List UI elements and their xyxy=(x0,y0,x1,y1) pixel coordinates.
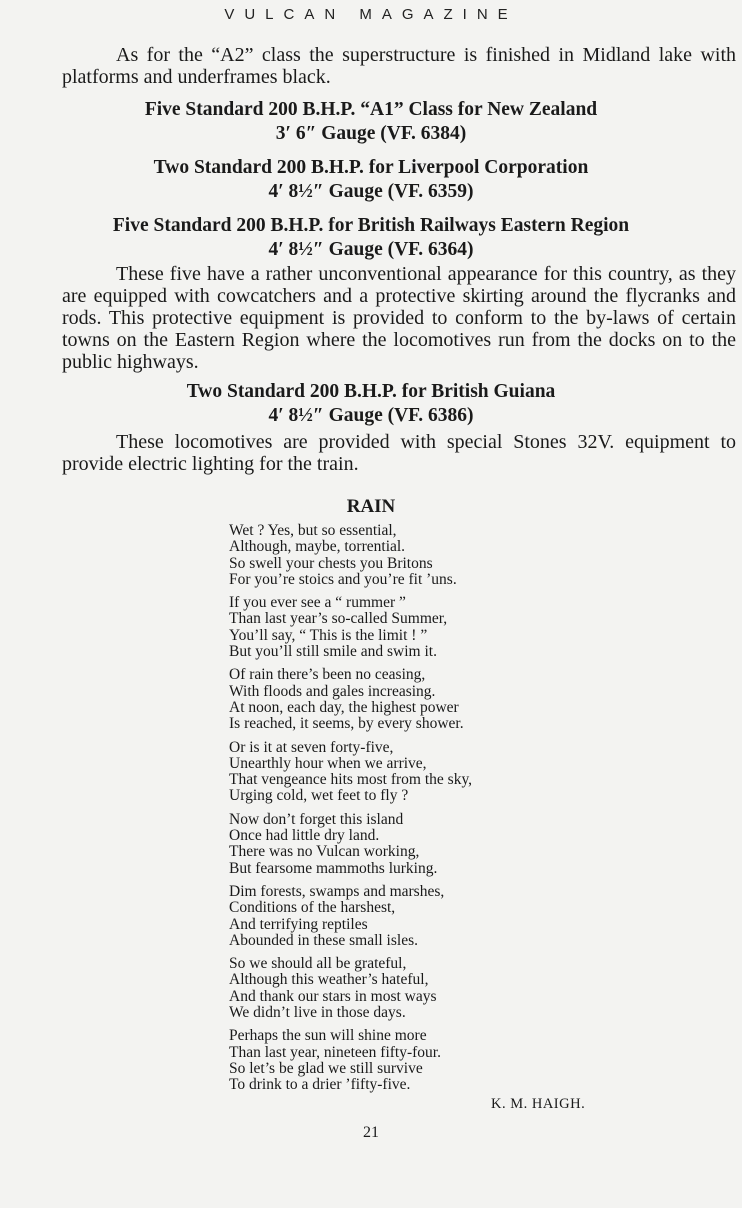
poem-line: Than last year, nineteen fifty-four. xyxy=(229,1043,441,1061)
poem-line: Abounded in these small isles. xyxy=(229,931,418,949)
poem-line: Than last year’s so-called Summer, xyxy=(229,610,448,628)
poem-line: So swell your chests you Britons xyxy=(229,554,433,572)
heading-gauge-line: 4′ 8½″ Gauge (VF. 6386) xyxy=(268,405,474,426)
poem-line: But fearsome mammoths lurking. xyxy=(229,859,438,877)
poem-line: Wet ? Yes, but so essential, xyxy=(229,522,397,539)
heading-line: Five Standard 200 B.H.P. “A1” Class for New Zealand xyxy=(144,99,598,120)
poem-line: You’ll say, “ This is the limit ! ” xyxy=(229,626,428,644)
british-guiana-paragraph: These locomotives are provided with special Stones 32V. equipment to provide electric lighting for the train. xyxy=(62,431,736,475)
poem-line: That vengeance hits most from the sky, xyxy=(229,771,473,789)
heading-line: Two Standard 200 B.H.P. for British Guiana xyxy=(186,381,556,402)
poem-line: Conditions of the harshest, xyxy=(229,899,396,917)
poem-stanza xyxy=(229,812,649,877)
poem-line: Now don’t forget this island xyxy=(229,810,404,828)
poem-line: Although, maybe, torrential. xyxy=(229,538,406,556)
poem-stanza xyxy=(229,595,649,660)
poem-line: Unearthly hour when we arrive, xyxy=(229,754,427,772)
poem-line: We didn’t live in those days. xyxy=(229,1004,406,1022)
poem-stanza xyxy=(229,667,649,732)
poem-author: K. M. HAIGH. xyxy=(491,1096,586,1112)
poem-title: RAIN xyxy=(346,496,396,517)
poem-line: At noon, each day, the highest power xyxy=(229,698,459,716)
poem-stanza xyxy=(229,740,649,805)
heading-gauge-line: 4′ 8½″ Gauge (VF. 6364) xyxy=(268,239,474,260)
section-heading-british-railways xyxy=(0,214,742,262)
intro-paragraph: As for the “A2” class the superstructure is finished in Midland lake with platforms and underframes black. xyxy=(62,44,736,88)
poem-line: Or is it at seven forty-five, xyxy=(229,738,394,756)
poem-line: So we should all be grateful, xyxy=(229,955,407,973)
poem-stanza xyxy=(229,956,649,1021)
page-number: 21 xyxy=(363,1124,379,1141)
poem-line: Of rain there’s been no ceasing, xyxy=(229,666,426,684)
poem-line: Dim forests, swamps and marshes, xyxy=(229,882,445,900)
heading-gauge-line: 3′ 6″ Gauge (VF. 6384) xyxy=(275,123,467,144)
poem-line: For you’re stoics and you’re fit ’uns. xyxy=(229,570,457,588)
section-heading-british-guiana xyxy=(0,380,742,428)
poem-line: And terrifying reptiles xyxy=(229,915,368,933)
poem-line: Urging cold, wet feet to fly ? xyxy=(229,787,409,805)
poem-line: And thank our stars in most ways xyxy=(229,987,437,1005)
poem-line: So let’s be glad we still survive xyxy=(229,1059,423,1077)
poem-line: Once had little dry land. xyxy=(229,827,380,845)
poem-line: To drink to a drier ’fifty-five. xyxy=(229,1076,411,1094)
poem-line: Although this weather’s hateful, xyxy=(229,971,429,989)
heading-line: Five Standard 200 B.H.P. for British Railways Eastern Region xyxy=(112,215,630,236)
poem-stanza xyxy=(229,1028,649,1093)
heading-line: Two Standard 200 B.H.P. for Liverpool Corporation xyxy=(153,157,589,178)
poem-line: There was no Vulcan working, xyxy=(229,843,420,861)
poem-line: Perhaps the sun will shine more xyxy=(229,1027,427,1045)
poem-line: But you’ll still smile and swim it. xyxy=(229,643,437,661)
poem-line: If you ever see a “ rummer ” xyxy=(229,594,406,612)
poem-stanza xyxy=(229,523,649,588)
poem-line: With floods and gales increasing. xyxy=(229,682,436,700)
running-head: VULCAN MAGAZINE xyxy=(224,6,518,23)
section-heading-new-zealand xyxy=(0,98,742,146)
heading-gauge-line: 4′ 8½″ Gauge (VF. 6359) xyxy=(268,181,474,202)
poem-stanza xyxy=(229,884,649,949)
section-heading-liverpool xyxy=(0,156,742,204)
poem-body xyxy=(229,523,649,1101)
british-railways-paragraph: These five have a rather unconventional appearance for this country, as they are equipped with cowcatchers and a protective skirting around the flycranks and rods. This protective equipment is provided to conform to the by-laws of certain towns on the Eastern Region where the locomotives run from the docks on to the public highways. xyxy=(62,263,736,373)
poem-line: Is reached, it seems, by every shower. xyxy=(229,715,464,733)
